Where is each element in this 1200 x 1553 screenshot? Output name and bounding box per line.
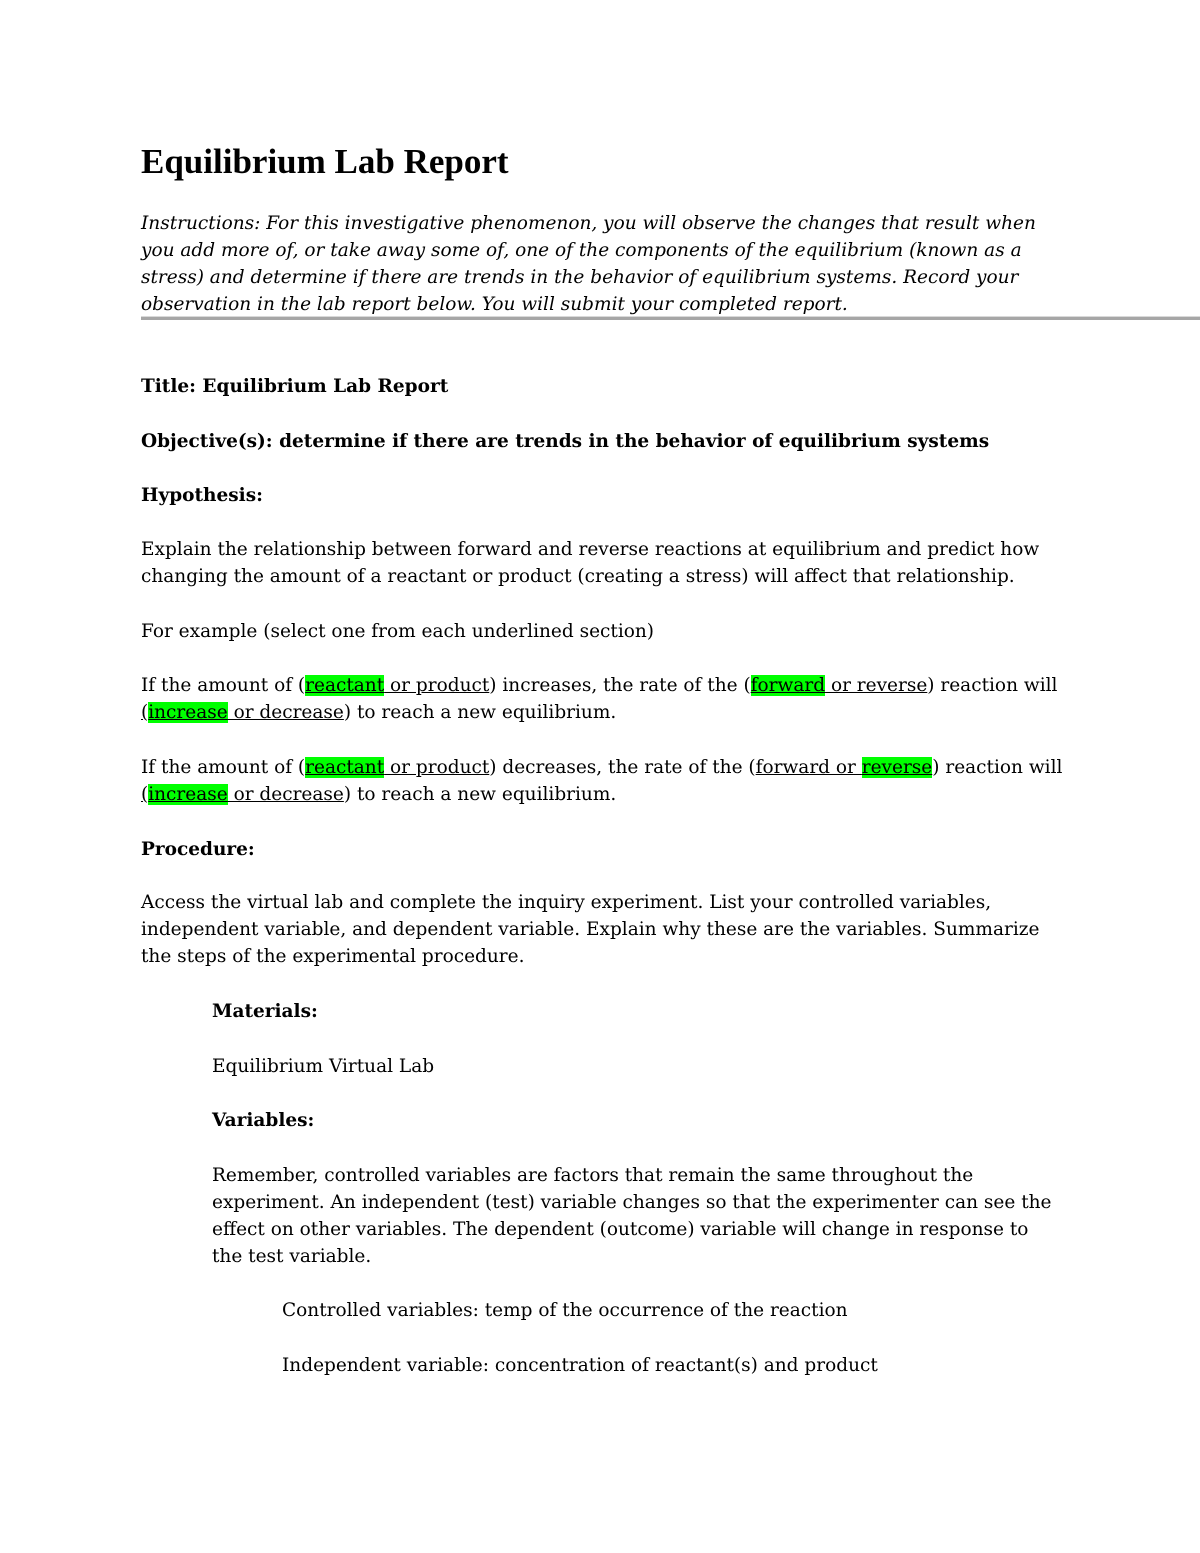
statement-line: [141, 781, 1062, 808]
statement-text: ) to reach a new equilibrium.: [343, 784, 617, 805]
hypothesis-heading: Hypothesis:: [141, 485, 263, 506]
choice-forward-or-reverse: [756, 757, 933, 778]
variables-heading: Variables:: [212, 1110, 315, 1131]
statement-line: [141, 754, 1062, 781]
option-decrease: or decrease: [227, 702, 344, 723]
hypothesis-explain-line: Explain the relationship between forward and reverse reactions at equilibrium and predict how: [141, 539, 1040, 560]
choice-increase-or-decrease: [141, 702, 344, 723]
instructions-paragraph: [141, 210, 1061, 318]
statement-line: [141, 672, 1057, 699]
hypothesis-explain: [141, 536, 1039, 590]
procedure-heading: Procedure:: [141, 839, 255, 860]
option-reverse: or reverse: [825, 675, 928, 696]
hypothesis-statement-decrease: [141, 754, 1062, 808]
objective-line: Objective(s): determine if there are trends in the behavior of equilibrium systems: [141, 431, 990, 452]
variables-paragraph: [212, 1162, 1052, 1270]
hypothesis-statement-increase: [141, 672, 1057, 726]
choice-increase-or-decrease: [141, 784, 344, 805]
selected-forward: forward: [750, 675, 826, 696]
selected-increase: increase: [148, 784, 228, 805]
paren-open: (: [141, 784, 149, 805]
statement-text: ) reaction will: [927, 675, 1058, 696]
selected-reactant: reactant: [305, 757, 385, 778]
procedure-line: independent variable, and dependent variable. Explain why these are the variables. Summarize: [141, 919, 1040, 940]
horizontal-rule: [141, 317, 1200, 320]
option-product: or product: [384, 675, 490, 696]
instructions-line: Instructions: For this investigative phenomenon, you will observe the changes that result when: [141, 213, 1036, 234]
option-decrease: or decrease: [227, 784, 344, 805]
option-product: or product: [384, 757, 490, 778]
independent-variable: Independent variable: concentration of reactant(s) and product: [282, 1355, 878, 1376]
instructions-line: observation in the lab report below. You will submit your completed report.: [141, 294, 848, 315]
statement-text: If the amount of (: [141, 675, 306, 696]
paren-open: (: [141, 702, 149, 723]
option-forward: forward or: [755, 757, 862, 778]
materials-item: Equilibrium Virtual Lab: [212, 1056, 435, 1077]
instructions-line: stress) and determine if there are trends in the behavior of equilibrium systems. Record your: [141, 267, 1019, 288]
statement-line: [141, 699, 1057, 726]
variables-line: the test variable.: [212, 1246, 372, 1267]
instructions-line: you add more of, or take away some of, one of the components of the equilibrium (known as a: [141, 240, 1022, 261]
statement-text: ) reaction will: [932, 757, 1063, 778]
variables-line: Remember, controlled variables are factors that remain the same throughout the: [212, 1165, 974, 1186]
procedure-line: Access the virtual lab and complete the inquiry experiment. List your controlled variables,: [141, 892, 992, 913]
selected-reactant: reactant: [305, 675, 385, 696]
choice-forward-or-reverse: [751, 675, 928, 696]
statement-text: ) decreases, the rate of the (: [489, 757, 756, 778]
statement-text: If the amount of (: [141, 757, 306, 778]
selected-reverse: reverse: [861, 757, 933, 778]
report-title: Title: Equilibrium Lab Report: [141, 376, 449, 397]
controlled-variables: Controlled variables: temp of the occurrence of the reaction: [282, 1300, 848, 1321]
variables-line: effect on other variables. The dependent (outcome) variable will change in response to: [212, 1219, 1029, 1240]
document-title: Equilibrium Lab Report: [141, 142, 509, 181]
statement-text: ) increases, the rate of the (: [489, 675, 751, 696]
variables-line: experiment. An independent (test) variable changes so that the experimenter can see the: [212, 1192, 1052, 1213]
example-instruction: For example (select one from each underlined section): [141, 621, 655, 642]
choice-reactant-or-product: [305, 757, 489, 778]
statement-text: ) to reach a new equilibrium.: [343, 702, 617, 723]
choice-reactant-or-product: [305, 675, 489, 696]
selected-increase: increase: [148, 702, 228, 723]
procedure-line: the steps of the experimental procedure.: [141, 946, 525, 967]
materials-heading: Materials:: [212, 1001, 318, 1022]
hypothesis-explain-line: changing the amount of a reactant or product (creating a stress) will affect that relationship.: [141, 566, 1015, 587]
procedure-paragraph: [141, 889, 1039, 970]
